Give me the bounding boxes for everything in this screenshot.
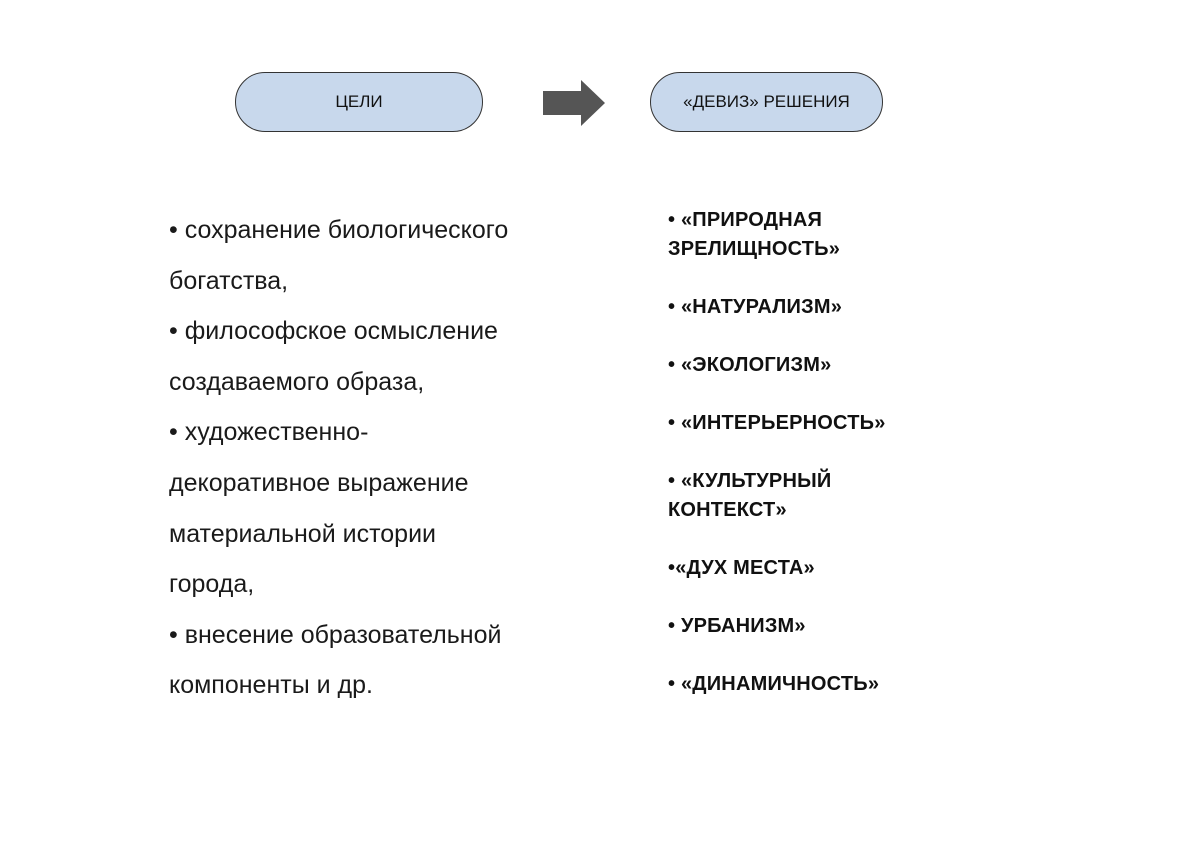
- goals-line: • философское осмысление: [169, 317, 498, 346]
- motto-header-pill: [650, 72, 883, 132]
- motto-item: [668, 612, 998, 641]
- motto-line: • УРБАНИЗМ»: [668, 615, 806, 637]
- goals-line: города,: [169, 570, 255, 599]
- motto-item: [668, 670, 998, 699]
- motto-item: [668, 554, 998, 583]
- motto-item: [668, 351, 998, 380]
- arrow-shape: [543, 80, 605, 126]
- motto-line: • «ДИНАМИЧНОСТЬ»: [668, 673, 880, 695]
- goals-line: богатства,: [169, 266, 289, 295]
- goals-line: материальной истории: [169, 519, 436, 548]
- motto-list: [668, 206, 998, 728]
- goals-line: • внесение образовательной: [169, 620, 502, 649]
- right-arrow-icon: [543, 80, 605, 126]
- motto-line: ЗРЕЛИЩНОСТЬ»: [668, 238, 841, 260]
- goals-line: декоративное выражение: [169, 468, 469, 497]
- motto-line: • «ЭКОЛОГИЗМ»: [668, 354, 832, 376]
- motto-item: [668, 206, 998, 264]
- motto-line: • «ПРИРОДНАЯ: [668, 209, 823, 231]
- motto-line: • «ИНТЕРЬЕРНОСТЬ»: [668, 412, 886, 434]
- motto-item: [668, 467, 998, 525]
- motto-line: КОНТЕКСТ»: [668, 499, 787, 521]
- motto-item: [668, 409, 998, 438]
- motto-header-label: «ДЕВИЗ» РЕШЕНИЯ: [683, 92, 850, 111]
- motto-line: • «КУЛЬТУРНЫЙ: [668, 470, 832, 492]
- goals-line: создаваемого образа,: [169, 367, 425, 396]
- motto-line: •«ДУХ МЕСТА»: [668, 557, 815, 579]
- goals-line: компоненты и др.: [169, 671, 373, 700]
- goals-line: • художественно-: [169, 418, 369, 447]
- motto-item: [668, 293, 998, 322]
- motto-line: • «НАТУРАЛИЗМ»: [668, 296, 843, 318]
- goals-header-pill: [235, 72, 483, 132]
- goals-header-label: ЦЕЛИ: [335, 92, 383, 111]
- goals-line: • сохранение биологического: [169, 216, 509, 244]
- goals-list: [169, 205, 589, 711]
